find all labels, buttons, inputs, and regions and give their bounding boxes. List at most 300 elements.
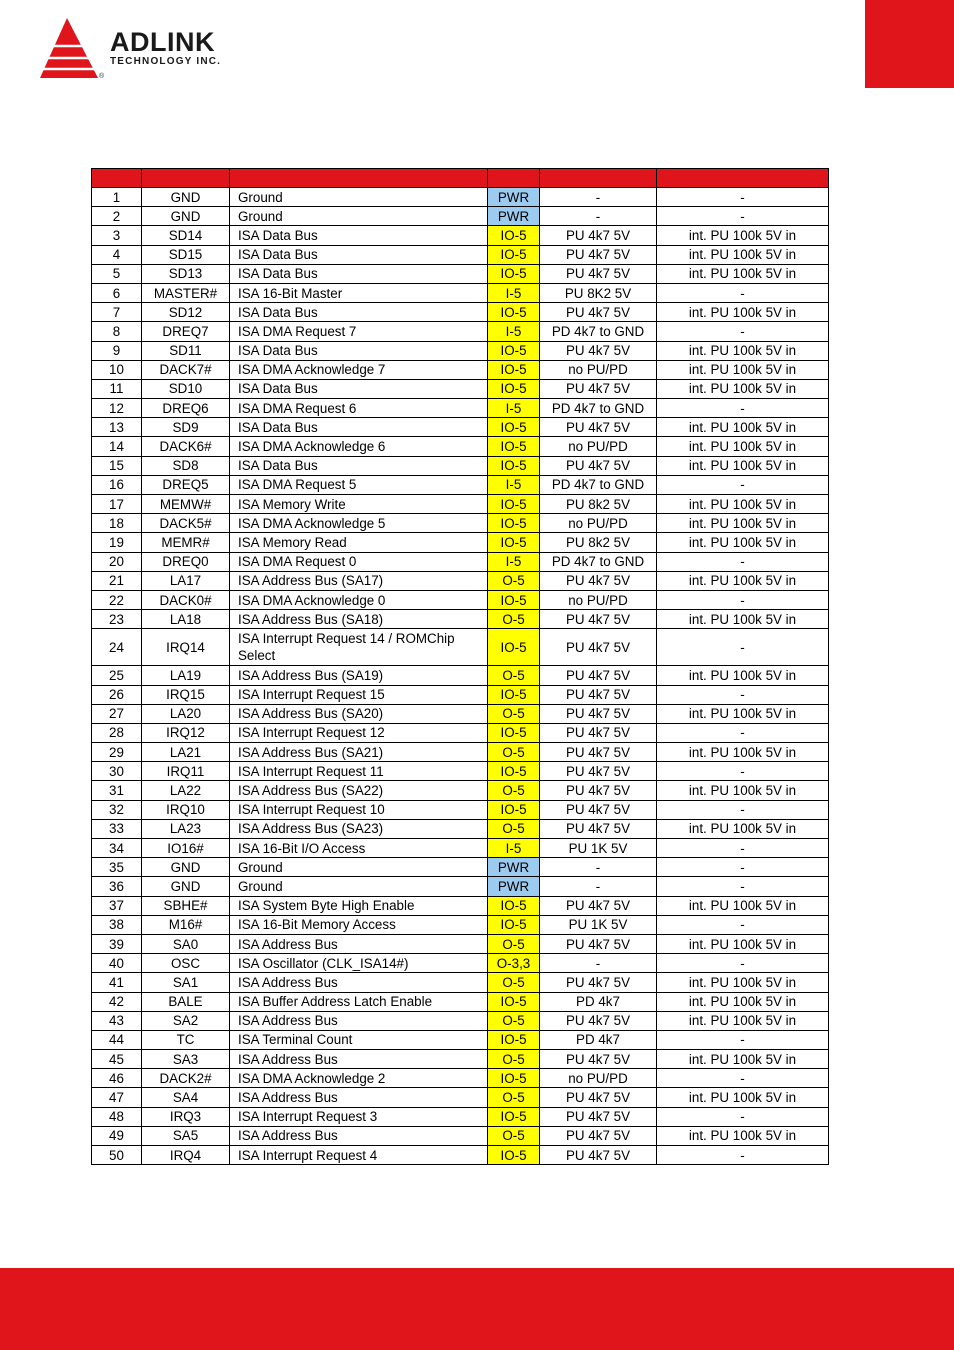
comment-cell: int. PU 100k 5V in xyxy=(657,264,829,283)
termination-cell: - xyxy=(540,858,657,877)
termination-cell: PU 1K 5V xyxy=(540,839,657,858)
table-row xyxy=(92,1011,829,1030)
pinout-table xyxy=(91,168,829,1165)
termination-cell: PU 4k7 5V xyxy=(540,800,657,819)
table-row xyxy=(92,303,829,322)
type-cell: IO-5 xyxy=(488,514,540,533)
termination-cell: PU 4k7 5V xyxy=(540,666,657,685)
pin-cell: 35 xyxy=(92,858,142,877)
pin-cell: 38 xyxy=(92,915,142,934)
signal-cell: IRQ12 xyxy=(142,723,230,742)
header-signal xyxy=(142,169,230,188)
pin-cell: 22 xyxy=(92,590,142,609)
pin-cell: 47 xyxy=(92,1088,142,1107)
signal-cell: DREQ5 xyxy=(142,475,230,494)
signal-cell: SD14 xyxy=(142,226,230,245)
description-cell: ISA Data Bus xyxy=(230,226,488,245)
description-cell: ISA DMA Request 5 xyxy=(230,475,488,494)
termination-cell: PU 4k7 5V xyxy=(540,1088,657,1107)
signal-cell: MASTER# xyxy=(142,283,230,302)
description-cell: ISA Data Bus xyxy=(230,245,488,264)
termination-cell: PD 4k7 to GND xyxy=(540,322,657,341)
description-cell: ISA Address Bus xyxy=(230,973,488,992)
table-row xyxy=(92,1107,829,1126)
signal-cell: IRQ4 xyxy=(142,1146,230,1165)
pin-cell: 41 xyxy=(92,973,142,992)
table-row xyxy=(92,934,829,953)
description-cell: ISA Address Bus xyxy=(230,1050,488,1069)
description-cell: ISA DMA Request 6 xyxy=(230,399,488,418)
comment-cell: int. PU 100k 5V in xyxy=(657,743,829,762)
pin-cell: 5 xyxy=(92,264,142,283)
table-row xyxy=(92,954,829,973)
signal-cell: SD8 xyxy=(142,456,230,475)
termination-cell: PU 4k7 5V xyxy=(540,762,657,781)
table-row xyxy=(92,1069,829,1088)
signal-cell: SA5 xyxy=(142,1126,230,1145)
signal-cell: SD12 xyxy=(142,303,230,322)
comment-cell: int. PU 100k 5V in xyxy=(657,495,829,514)
signal-cell: IRQ15 xyxy=(142,685,230,704)
termination-cell: - xyxy=(540,207,657,226)
signal-cell: LA21 xyxy=(142,743,230,762)
pin-cell: 1 xyxy=(92,188,142,207)
comment-cell: int. PU 100k 5V in xyxy=(657,973,829,992)
signal-cell: SD11 xyxy=(142,341,230,360)
type-cell: I-5 xyxy=(488,475,540,494)
termination-cell: PD 4k7 to GND xyxy=(540,399,657,418)
signal-cell: BALE xyxy=(142,992,230,1011)
comment-cell: int. PU 100k 5V in xyxy=(657,1126,829,1145)
type-cell: O-3,3 xyxy=(488,954,540,973)
pin-cell: 34 xyxy=(92,839,142,858)
table-row xyxy=(92,188,829,207)
table-row xyxy=(92,322,829,341)
table-row xyxy=(92,610,829,629)
signal-cell: DREQ0 xyxy=(142,552,230,571)
comment-cell: int. PU 100k 5V in xyxy=(657,781,829,800)
description-cell: ISA Address Bus xyxy=(230,1088,488,1107)
termination-cell: PU 4k7 5V xyxy=(540,743,657,762)
description-cell: ISA Memory Write xyxy=(230,495,488,514)
pin-cell: 10 xyxy=(92,360,142,379)
type-cell: O-5 xyxy=(488,1050,540,1069)
pin-cell: 40 xyxy=(92,954,142,973)
table-row xyxy=(92,245,829,264)
description-cell: ISA Address Bus (SA21) xyxy=(230,743,488,762)
signal-cell: LA20 xyxy=(142,704,230,723)
pin-cell: 48 xyxy=(92,1107,142,1126)
pin-cell: 43 xyxy=(92,1011,142,1030)
termination-cell: PU 4k7 5V xyxy=(540,341,657,360)
table-row xyxy=(92,207,829,226)
type-cell: O-5 xyxy=(488,1011,540,1030)
comment-cell: int. PU 100k 5V in xyxy=(657,896,829,915)
termination-cell: PU 4k7 5V xyxy=(540,723,657,742)
comment-cell: - xyxy=(657,800,829,819)
footer-bar xyxy=(0,1268,954,1350)
description-cell: ISA DMA Acknowledge 0 xyxy=(230,590,488,609)
type-cell: IO-5 xyxy=(488,303,540,322)
termination-cell: no PU/PD xyxy=(540,360,657,379)
brand-name: ADLINK xyxy=(110,27,215,57)
description-cell: ISA Address Bus (SA20) xyxy=(230,704,488,723)
type-cell: IO-5 xyxy=(488,1107,540,1126)
comment-cell: int. PU 100k 5V in xyxy=(657,360,829,379)
comment-cell: int. PU 100k 5V in xyxy=(657,571,829,590)
termination-cell: PD 4k7 xyxy=(540,992,657,1011)
type-cell: PWR xyxy=(488,207,540,226)
termination-cell: PU 4k7 5V xyxy=(540,571,657,590)
pin-cell: 11 xyxy=(92,379,142,398)
comment-cell: int. PU 100k 5V in xyxy=(657,1011,829,1030)
signal-cell: MEMR# xyxy=(142,533,230,552)
page-corner-tab xyxy=(865,0,954,88)
description-cell: ISA Data Bus xyxy=(230,456,488,475)
comment-cell: int. PU 100k 5V in xyxy=(657,418,829,437)
comment-cell: - xyxy=(657,1107,829,1126)
type-cell: O-5 xyxy=(488,781,540,800)
type-cell: O-5 xyxy=(488,934,540,953)
signal-cell: SA3 xyxy=(142,1050,230,1069)
description-cell: ISA Interrupt Request 4 xyxy=(230,1146,488,1165)
type-cell: IO-5 xyxy=(488,1146,540,1165)
termination-cell: - xyxy=(540,877,657,896)
comment-cell: int. PU 100k 5V in xyxy=(657,610,829,629)
type-cell: O-5 xyxy=(488,610,540,629)
pin-cell: 6 xyxy=(92,283,142,302)
header-type xyxy=(488,169,540,188)
signal-cell: DREQ7 xyxy=(142,322,230,341)
description-cell: Ground xyxy=(230,188,488,207)
type-cell: IO-5 xyxy=(488,418,540,437)
termination-cell: PD 4k7 to GND xyxy=(540,475,657,494)
description-cell: ISA Address Bus (SA19) xyxy=(230,666,488,685)
termination-cell: - xyxy=(540,954,657,973)
termination-cell: PU 8k2 5V xyxy=(540,533,657,552)
termination-cell: PU 4k7 5V xyxy=(540,1126,657,1145)
pin-cell: 25 xyxy=(92,666,142,685)
description-cell: ISA DMA Request 0 xyxy=(230,552,488,571)
table-row xyxy=(92,781,829,800)
comment-cell: int. PU 100k 5V in xyxy=(657,704,829,723)
pin-cell: 8 xyxy=(92,322,142,341)
type-cell: I-5 xyxy=(488,399,540,418)
type-cell: IO-5 xyxy=(488,896,540,915)
type-cell: I-5 xyxy=(488,283,540,302)
signal-cell: DACK7# xyxy=(142,360,230,379)
header-pin xyxy=(92,169,142,188)
table-row xyxy=(92,418,829,437)
table-row xyxy=(92,858,829,877)
description-cell: ISA Data Bus xyxy=(230,379,488,398)
comment-cell: int. PU 100k 5V in xyxy=(657,303,829,322)
comment-cell: - xyxy=(657,552,829,571)
pin-cell: 31 xyxy=(92,781,142,800)
pin-cell: 50 xyxy=(92,1146,142,1165)
company-logo xyxy=(38,16,253,82)
pin-cell: 32 xyxy=(92,800,142,819)
termination-cell: PU 4k7 5V xyxy=(540,610,657,629)
description-cell: ISA 16-Bit Memory Access xyxy=(230,915,488,934)
type-cell: IO-5 xyxy=(488,1030,540,1049)
comment-cell: int. PU 100k 5V in xyxy=(657,379,829,398)
pin-cell: 15 xyxy=(92,456,142,475)
termination-cell: PD 4k7 xyxy=(540,1030,657,1049)
table-row xyxy=(92,629,829,666)
signal-cell: IRQ10 xyxy=(142,800,230,819)
type-cell: O-5 xyxy=(488,571,540,590)
termination-cell: PU 4k7 5V xyxy=(540,418,657,437)
table-row xyxy=(92,399,829,418)
comment-cell: - xyxy=(657,283,829,302)
type-cell: IO-5 xyxy=(488,437,540,456)
table-row xyxy=(92,1146,829,1165)
table-body xyxy=(92,188,829,1165)
description-cell: ISA Address Bus (SA22) xyxy=(230,781,488,800)
comment-cell: int. PU 100k 5V in xyxy=(657,666,829,685)
comment-cell: - xyxy=(657,1069,829,1088)
pin-cell: 26 xyxy=(92,685,142,704)
table-row xyxy=(92,571,829,590)
signal-cell: SBHE# xyxy=(142,896,230,915)
table-row xyxy=(92,456,829,475)
signal-cell: DACK2# xyxy=(142,1069,230,1088)
type-cell: O-5 xyxy=(488,973,540,992)
termination-cell: PU 4k7 5V xyxy=(540,456,657,475)
termination-cell: no PU/PD xyxy=(540,590,657,609)
table-row xyxy=(92,552,829,571)
type-cell: O-5 xyxy=(488,1088,540,1107)
signal-cell: DACK6# xyxy=(142,437,230,456)
table-row xyxy=(92,992,829,1011)
type-cell: IO-5 xyxy=(488,360,540,379)
type-cell: O-5 xyxy=(488,666,540,685)
description-cell: ISA DMA Acknowledge 6 xyxy=(230,437,488,456)
pin-cell: 49 xyxy=(92,1126,142,1145)
type-cell: I-5 xyxy=(488,322,540,341)
termination-cell: PU 4k7 5V xyxy=(540,973,657,992)
signal-cell: DACK0# xyxy=(142,590,230,609)
table-row xyxy=(92,800,829,819)
description-cell: ISA Data Bus xyxy=(230,418,488,437)
table-row xyxy=(92,1050,829,1069)
termination-cell: no PU/PD xyxy=(540,514,657,533)
pin-cell: 19 xyxy=(92,533,142,552)
pin-cell: 9 xyxy=(92,341,142,360)
type-cell: PWR xyxy=(488,188,540,207)
type-cell: IO-5 xyxy=(488,245,540,264)
signal-cell: GND xyxy=(142,877,230,896)
description-cell: ISA Oscillator (CLK_ISA14#) xyxy=(230,954,488,973)
termination-cell: PU 4k7 5V xyxy=(540,245,657,264)
signal-cell: DACK5# xyxy=(142,514,230,533)
type-cell: IO-5 xyxy=(488,762,540,781)
pin-cell: 39 xyxy=(92,934,142,953)
pin-cell: 44 xyxy=(92,1030,142,1049)
table-row xyxy=(92,819,829,838)
type-cell: PWR xyxy=(488,858,540,877)
description-cell: ISA 16-Bit Master xyxy=(230,283,488,302)
signal-cell: GND xyxy=(142,858,230,877)
description-cell: ISA Data Bus xyxy=(230,264,488,283)
pin-cell: 17 xyxy=(92,495,142,514)
comment-cell: - xyxy=(657,839,829,858)
description-cell: ISA System Byte High Enable xyxy=(230,896,488,915)
type-cell: IO-5 xyxy=(488,629,540,666)
description-cell: ISA Address Bus xyxy=(230,1011,488,1030)
termination-cell: - xyxy=(540,188,657,207)
pin-cell: 42 xyxy=(92,992,142,1011)
signal-cell: IO16# xyxy=(142,839,230,858)
description-cell: ISA Terminal Count xyxy=(230,1030,488,1049)
termination-cell: PU 4k7 5V xyxy=(540,226,657,245)
termination-cell: PD 4k7 to GND xyxy=(540,552,657,571)
header-termination xyxy=(540,169,657,188)
pin-cell: 13 xyxy=(92,418,142,437)
table-row xyxy=(92,475,829,494)
comment-cell: - xyxy=(657,858,829,877)
signal-cell: SD9 xyxy=(142,418,230,437)
type-cell: IO-5 xyxy=(488,1069,540,1088)
type-cell: O-5 xyxy=(488,1126,540,1145)
type-cell: IO-5 xyxy=(488,264,540,283)
comment-cell: int. PU 100k 5V in xyxy=(657,1050,829,1069)
description-cell: ISA DMA Acknowledge 2 xyxy=(230,1069,488,1088)
description-cell: ISA DMA Request 7 xyxy=(230,322,488,341)
description-cell: ISA DMA Acknowledge 7 xyxy=(230,360,488,379)
pin-cell: 45 xyxy=(92,1050,142,1069)
signal-cell: IRQ14 xyxy=(142,629,230,666)
header-description xyxy=(230,169,488,188)
comment-cell: - xyxy=(657,399,829,418)
table-row xyxy=(92,973,829,992)
type-cell: I-5 xyxy=(488,839,540,858)
pin-cell: 4 xyxy=(92,245,142,264)
type-cell: IO-5 xyxy=(488,495,540,514)
comment-cell: int. PU 100k 5V in xyxy=(657,533,829,552)
pin-cell: 37 xyxy=(92,896,142,915)
comment-cell: - xyxy=(657,915,829,934)
header-comment xyxy=(657,169,829,188)
description-cell: ISA Interrupt Request 10 xyxy=(230,800,488,819)
termination-cell: PU 1K 5V xyxy=(540,915,657,934)
table-row xyxy=(92,877,829,896)
description-cell: ISA Address Bus xyxy=(230,934,488,953)
table-row xyxy=(92,762,829,781)
termination-cell: PU 4k7 5V xyxy=(540,264,657,283)
termination-cell: PU 4k7 5V xyxy=(540,1107,657,1126)
termination-cell: PU 4k7 5V xyxy=(540,1050,657,1069)
description-cell: Ground xyxy=(230,207,488,226)
pin-cell: 29 xyxy=(92,743,142,762)
description-cell: ISA Data Bus xyxy=(230,341,488,360)
pin-cell: 28 xyxy=(92,723,142,742)
comment-cell: int. PU 100k 5V in xyxy=(657,934,829,953)
pin-cell: 3 xyxy=(92,226,142,245)
description-cell: ISA Data Bus xyxy=(230,303,488,322)
signal-cell: SA2 xyxy=(142,1011,230,1030)
type-cell: IO-5 xyxy=(488,379,540,398)
signal-cell: SA1 xyxy=(142,973,230,992)
termination-cell: PU 4k7 5V xyxy=(540,781,657,800)
table-header-row xyxy=(92,169,829,188)
table-row xyxy=(92,379,829,398)
type-cell: O-5 xyxy=(488,819,540,838)
table-row xyxy=(92,839,829,858)
type-cell: O-5 xyxy=(488,704,540,723)
description-cell: ISA Address Bus (SA17) xyxy=(230,571,488,590)
termination-cell: PU 4k7 5V xyxy=(540,819,657,838)
signal-cell: SA4 xyxy=(142,1088,230,1107)
pin-cell: 12 xyxy=(92,399,142,418)
type-cell: PWR xyxy=(488,877,540,896)
pin-cell: 33 xyxy=(92,819,142,838)
type-cell: IO-5 xyxy=(488,533,540,552)
pin-cell: 20 xyxy=(92,552,142,571)
type-cell: IO-5 xyxy=(488,800,540,819)
table-row xyxy=(92,896,829,915)
termination-cell: PU 4k7 5V xyxy=(540,303,657,322)
type-cell: IO-5 xyxy=(488,685,540,704)
comment-cell: int. PU 100k 5V in xyxy=(657,514,829,533)
comment-cell: - xyxy=(657,723,829,742)
registered-mark: ® xyxy=(99,73,105,80)
pin-cell: 30 xyxy=(92,762,142,781)
signal-cell: GND xyxy=(142,188,230,207)
comment-cell: - xyxy=(657,877,829,896)
description-cell: ISA Interrupt Request 15 xyxy=(230,685,488,704)
comment-cell: - xyxy=(657,1146,829,1165)
signal-cell: LA22 xyxy=(142,781,230,800)
comment-cell: - xyxy=(657,1030,829,1049)
comment-cell: int. PU 100k 5V in xyxy=(657,341,829,360)
table-row xyxy=(92,437,829,456)
description-cell: ISA 16-Bit I/O Access xyxy=(230,839,488,858)
table-row xyxy=(92,704,829,723)
table-row xyxy=(92,915,829,934)
table-row xyxy=(92,360,829,379)
pin-cell: 24 xyxy=(92,629,142,666)
signal-cell: LA19 xyxy=(142,666,230,685)
signal-cell: SD13 xyxy=(142,264,230,283)
type-cell: IO-5 xyxy=(488,723,540,742)
comment-cell: int. PU 100k 5V in xyxy=(657,819,829,838)
termination-cell: PU 8K2 5V xyxy=(540,283,657,302)
signal-cell: SD10 xyxy=(142,379,230,398)
comment-cell: - xyxy=(657,322,829,341)
type-cell: IO-5 xyxy=(488,590,540,609)
signal-cell: SD15 xyxy=(142,245,230,264)
type-cell: IO-5 xyxy=(488,456,540,475)
signal-cell: GND xyxy=(142,207,230,226)
signal-cell: TC xyxy=(142,1030,230,1049)
pin-cell: 16 xyxy=(92,475,142,494)
table-row xyxy=(92,226,829,245)
comment-cell: int. PU 100k 5V in xyxy=(657,437,829,456)
termination-cell: no PU/PD xyxy=(540,1069,657,1088)
termination-cell: PU 8k2 5V xyxy=(540,495,657,514)
description-cell: ISA DMA Acknowledge 5 xyxy=(230,514,488,533)
termination-cell: PU 4k7 5V xyxy=(540,1146,657,1165)
comment-cell: - xyxy=(657,762,829,781)
signal-cell: IRQ3 xyxy=(142,1107,230,1126)
description-cell: ISA Address Bus xyxy=(230,1126,488,1145)
table-row xyxy=(92,666,829,685)
comment-cell: int. PU 100k 5V in xyxy=(657,992,829,1011)
table-row xyxy=(92,341,829,360)
description-cell: ISA Memory Read xyxy=(230,533,488,552)
